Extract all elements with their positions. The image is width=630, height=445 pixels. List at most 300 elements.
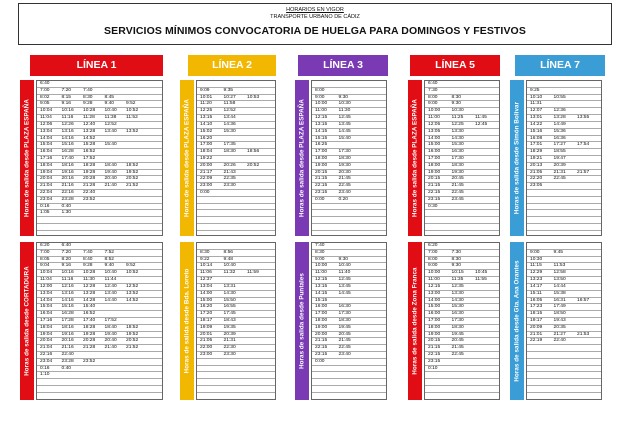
departure-time: 9:30 [451,263,462,269]
departure-time: 22:15 [428,352,441,357]
departure-time: 12:06 [40,121,53,127]
departure-time: 11:04 [40,277,52,283]
departure-time: 9:45 [553,249,564,255]
departure-time: 23:15 [315,352,328,357]
table-row [312,122,386,129]
departure-time: 16:55 [223,304,236,310]
departure-time: 10:01 [200,94,213,100]
departure-time: 13:52 [126,128,139,134]
departure-time: 9:05 [40,101,50,107]
table-row [37,108,162,115]
departure-time: 21:52 [126,345,139,351]
departure-time: 21:04 [40,345,53,351]
schedule-block-bottom [510,242,602,400]
table-row [527,325,601,332]
departure-time: 16:05 [530,297,543,303]
table-row [37,318,162,325]
departure-time: 16:31 [553,297,566,303]
stop-label [408,80,422,236]
departure-time: 14:49 [553,121,566,127]
table-row [197,325,275,332]
table-row [425,277,499,284]
departure-time: 20:45 [451,176,464,182]
departure-time: 7:20 [61,87,72,93]
departure-time: 13:15 [315,121,328,127]
departure-time: 10:30 [530,256,543,262]
departure-time: 23:28 [61,358,74,364]
departure-time: 7:40 [315,243,325,248]
table-row [37,311,162,318]
table-row [425,379,499,386]
departure-time: 18:16 [61,324,74,330]
departure-time: 15:00 [428,304,441,310]
stop-label-text: Horas de salida desde Puntales [298,273,306,369]
stop-label [510,242,524,400]
departure-time: 18:29 [530,149,543,155]
table-row [425,359,499,366]
table-row [197,379,275,386]
departure-time: 12:35 [451,283,464,289]
departure-time: 9:00 [428,101,438,107]
departure-time: 21:45 [451,183,464,189]
departure-time: 9:30 [338,94,349,100]
departure-time: 0:00 [315,358,325,364]
departure-time: 18:16 [61,162,74,168]
schedule-block-top [20,80,163,236]
table-row [527,372,601,379]
departure-time: 18:04 [40,162,53,168]
departure-time: 17:52 [83,155,96,161]
stop-label-text: Horas de salida desde PLAZA ESPAÑA [23,99,31,217]
table-row [37,379,162,386]
timetable [36,242,163,400]
departure-time: 10:04 [40,270,53,276]
departure-time: 11:44 [104,277,117,283]
departure-time: 23:04 [40,196,53,202]
table-row [37,210,162,217]
departure-time: 13:04 [40,290,53,296]
departure-time: 10:45 [475,270,488,276]
table-row [37,345,162,352]
departure-time: 14:00 [428,135,441,141]
table-row [312,115,386,122]
departure-time: 14:16 [61,297,74,303]
departure-time: 22:15 [315,183,328,189]
departure-time: 20:28 [83,338,96,344]
departure-time: 8:40 [83,256,93,262]
table-row [37,325,162,332]
departure-time: 12:29 [530,270,543,276]
table-row [527,338,601,345]
departure-time: 22:20 [530,176,543,182]
departure-time: 14:16 [61,135,74,141]
table-row [37,250,162,257]
departure-time: 8:02 [40,94,50,100]
departure-time: 11:06 [200,270,212,276]
schedule-block-bottom [295,242,387,400]
departure-time: 11:52 [126,115,138,121]
departure-time: 20:15 [428,338,441,344]
departure-time: 15:15 [315,297,328,303]
departure-time: 9:16 [61,263,72,269]
departure-time: 9:00 [428,263,438,269]
departure-time: 20:28 [83,176,96,182]
table-row [37,298,162,305]
table-row [312,372,386,379]
departure-time: 15:30 [451,142,464,148]
table-row [312,311,386,318]
departure-time: 16:30 [338,304,351,310]
table-row [197,224,275,231]
departure-time: 17:54 [577,142,590,148]
stop-label [408,242,422,400]
departure-time: 20:39 [223,331,236,337]
table-row [527,81,601,88]
departure-time: 14:52 [83,135,96,141]
departure-time: 20:13 [530,162,543,168]
departure-time: 8:56 [223,249,234,255]
departure-time: 10:10 [530,94,543,100]
timetable [311,80,387,236]
departure-time: 19:00 [315,324,328,330]
departure-time: 13:04 [200,283,213,289]
departure-time: 13:44 [223,115,236,121]
line-header-4: LÍNEA 5 [410,55,500,76]
table-row [527,210,601,217]
departure-time: 23:15 [428,196,441,202]
departure-time: 14:30 [223,290,236,296]
departure-time: 11:40 [338,270,351,276]
table-row [37,136,162,143]
departure-time: 23:30 [223,352,236,357]
table-row [425,115,499,122]
departure-time: 19:00 [315,162,328,168]
departure-time: 8:30 [315,249,325,255]
departure-time: 0:16 [40,203,50,209]
departure-time: 0:20 [338,196,349,202]
table-row [425,243,499,250]
departure-time: 16:25 [315,142,328,148]
departure-time: 11:16 [61,277,74,283]
table-row [37,352,162,359]
departure-time: 10:14 [200,263,213,269]
departure-time: 0:00 [315,196,325,202]
departure-time: 16:20 [200,135,213,141]
departure-time: 15:04 [40,142,53,148]
departure-time: 21:45 [451,345,464,351]
departure-time: 12:52 [223,108,236,114]
departure-time: 14:04 [40,135,53,141]
departure-time: 23:00 [200,183,213,189]
departure-time: 22:45 [553,176,566,182]
table-row [197,163,275,170]
table-row [197,204,275,211]
table-row [425,156,499,163]
departure-time: 14:45 [338,128,351,134]
departure-time: 9:52 [126,101,136,107]
departure-time: 18:00 [315,317,328,323]
table-row [527,115,601,122]
stop-label [180,242,194,400]
departure-time: 17:16 [40,317,53,323]
departure-time: 14:28 [83,297,96,303]
departure-time: 17:30 [451,317,464,323]
departure-time: 10:30 [451,108,464,114]
table-row [312,318,386,325]
table-row [37,224,162,231]
departure-time: 1:05 [40,210,50,216]
departure-time: 13:30 [451,128,464,134]
table-row [527,284,601,291]
table-row [312,366,386,373]
table-row [197,88,275,95]
departure-time: 23:30 [223,183,236,189]
departure-time: 20:04 [40,176,53,182]
departure-time: 12:45 [338,115,351,121]
departure-time: 17:01 [530,142,543,148]
table-row [425,372,499,379]
departure-time: 17:00 [200,142,213,148]
departure-time: 22:40 [553,338,566,344]
departure-time: 13:45 [338,121,351,127]
departure-time: 21:52 [126,183,139,189]
departure-time: 14:15 [315,290,328,296]
departure-time: 14:10 [200,121,213,127]
departure-time: 21:16 [61,345,74,351]
table-row [312,291,386,298]
table-row [37,142,162,149]
departure-time: 21:15 [428,345,441,351]
departure-time: 18:52 [126,162,139,168]
departure-time: 12:15 [315,115,328,121]
table-row [197,277,275,284]
departure-time: 22:30 [223,345,236,351]
departure-time: 11:00 [315,270,327,276]
departure-time: 23:52 [83,196,96,202]
departure-time: 19:45 [451,331,464,337]
departure-time: 22:40 [61,352,74,357]
line-header-1: LÍNEA 1 [30,55,163,76]
departure-time: 21:27 [553,331,566,337]
departure-time: 16:00 [315,304,328,310]
departure-time: 12:36 [553,108,566,114]
header-subtitle-1: HORARIOS EN VIGOR [286,7,344,13]
table-row [312,386,386,393]
departure-time: 17:20 [200,311,213,317]
departure-time: 12:00 [40,283,53,289]
departure-time: 17:30 [338,311,351,317]
timetable [36,80,163,236]
departure-time: 11:00 [315,108,327,114]
table-row [425,81,499,88]
timetable [196,80,276,236]
departure-time: 11:35 [451,277,464,283]
departure-time: 20:09 [530,324,543,330]
departure-time: 19:30 [338,162,351,168]
table-row [527,224,601,231]
departure-time: 19:40 [104,331,117,337]
departure-time: 18:30 [338,155,351,161]
departure-time: 9:16 [61,101,72,107]
departure-time: 9:40 [104,263,115,269]
departure-time: 17:23 [530,304,543,310]
departure-time: 19:52 [126,331,139,337]
table-row [425,217,499,224]
departure-time: 11:30 [83,277,95,283]
header-subtitle-2: TRANSPORTE URBANO DE CÁDIZ [270,14,360,20]
table-row [37,170,162,177]
departure-time: 15:04 [40,304,53,310]
departure-time: 11:04 [40,115,52,121]
departure-time: 18:30 [451,162,464,168]
table-row [425,129,499,136]
table-row [197,311,275,318]
departure-time: 9:00 [315,256,325,262]
departure-time: 10:28 [83,270,96,276]
departure-time: 15:02 [200,128,213,134]
table-row [37,217,162,224]
table-row [197,197,275,204]
departure-time: 14:36 [223,121,236,127]
table-row [527,197,601,204]
departure-time: 7:40 [83,249,93,255]
departure-time: 12:16 [61,283,74,289]
departure-time: 15:30 [223,128,236,134]
departure-time: 13:28 [83,290,96,296]
departure-time: 19:30 [451,169,464,175]
departure-time: 11:15 [530,263,542,269]
departure-time: 11:45 [475,115,487,121]
departure-time: 23:52 [83,358,96,364]
departure-time: 15:16 [61,304,74,310]
table-row [37,190,162,197]
departure-time: 9:22 [200,256,210,262]
table-row [527,156,601,163]
departure-time: 19:22 [200,155,213,161]
departure-time: 9:04 [40,263,50,269]
departure-time: 12:37 [200,277,213,283]
departure-time: 0:40 [61,203,72,209]
departure-time: 19:09 [200,324,213,330]
schedule-block-bottom [20,242,163,400]
departure-time: 20:52 [247,162,260,168]
departure-time: 7:00 [428,249,438,255]
table-row [312,190,386,197]
departure-time: 21:16 [61,183,74,189]
departure-time: 12:07 [530,108,543,114]
departure-time: 14:40 [104,297,117,303]
departure-time: 13:55 [577,115,590,121]
departure-time: 21:28 [83,183,96,189]
stop-label [20,80,34,236]
departure-time: 10:04 [40,108,53,114]
table-row [37,156,162,163]
departure-time: 20:01 [200,331,213,337]
departure-time: 19:40 [104,169,117,175]
departure-time: 10:52 [126,270,139,276]
table-row [197,81,275,88]
departure-time: 13:28 [83,128,96,134]
table-row [312,224,386,231]
departure-time: 7:00 [40,87,50,93]
departure-time: 19:04 [40,169,53,175]
departure-time: 16:08 [530,135,543,141]
departure-time: 6:40 [61,243,72,248]
header [18,3,612,45]
stop-label-text: Horas de salida desde Simón Bolivar [513,101,521,215]
schedule-block-bottom [408,242,500,400]
departure-time: 9:40 [104,101,115,107]
departure-time: 11:30 [338,108,351,114]
departure-time: 12:15 [428,283,441,289]
departure-time: 14:52 [126,297,139,303]
departure-time: 19:45 [338,324,351,330]
table-row [527,122,601,129]
departure-time: 12:26 [61,121,74,127]
departure-time: 13:15 [315,283,328,289]
departure-time: 9:09 [200,87,210,93]
table-row [425,345,499,352]
departure-time: 10:00 [315,101,328,107]
table-row [37,304,162,311]
departure-time: 17:30 [338,149,351,155]
departure-time: 21:28 [83,345,96,351]
table-row [527,183,601,190]
table-row [37,332,162,339]
departure-time: 19:47 [553,155,566,161]
departure-time: 20:00 [200,162,213,168]
departure-time: 13:15 [200,115,213,121]
departure-time: 20:52 [126,338,139,344]
departure-time: 23:00 [200,352,213,357]
departure-time: 10:16 [61,108,74,114]
table-row [37,176,162,183]
stop-label-text: Horas de salida desde Zona Franca [411,267,419,375]
departure-time: 12:58 [553,270,566,276]
departure-time: 8:30 [451,94,462,100]
table-row [312,197,386,204]
table-row [312,88,386,95]
departure-time: 0:00 [200,190,210,195]
departure-time: 11:20 [200,101,212,107]
table-row [197,318,275,325]
departure-time: 6:40 [40,81,50,86]
departure-time: 17:27 [553,142,566,148]
departure-time: 15:38 [553,290,566,296]
departure-time: 21:15 [315,338,328,344]
table-row [197,386,275,393]
departure-time: 12:25 [200,108,213,114]
table-row [197,149,275,156]
departure-time: 14:44 [553,283,566,289]
table-row [37,277,162,284]
departure-time: 11:31 [530,101,542,107]
departure-time: 23:40 [338,352,351,357]
departure-time: 21:31 [553,169,566,175]
departure-time: 13:28 [553,115,566,121]
departure-time: 0:30 [428,203,438,209]
table-row [527,163,601,170]
departure-time: 10:40 [104,108,117,114]
departure-time: 0:40 [61,365,72,371]
table-row [425,204,499,211]
departure-time: 19:21 [530,155,543,161]
departure-time: 8:30 [83,94,93,100]
table-row [527,345,601,352]
departure-time: 10:00 [428,270,441,276]
table-row [425,318,499,325]
table-row [425,210,499,217]
